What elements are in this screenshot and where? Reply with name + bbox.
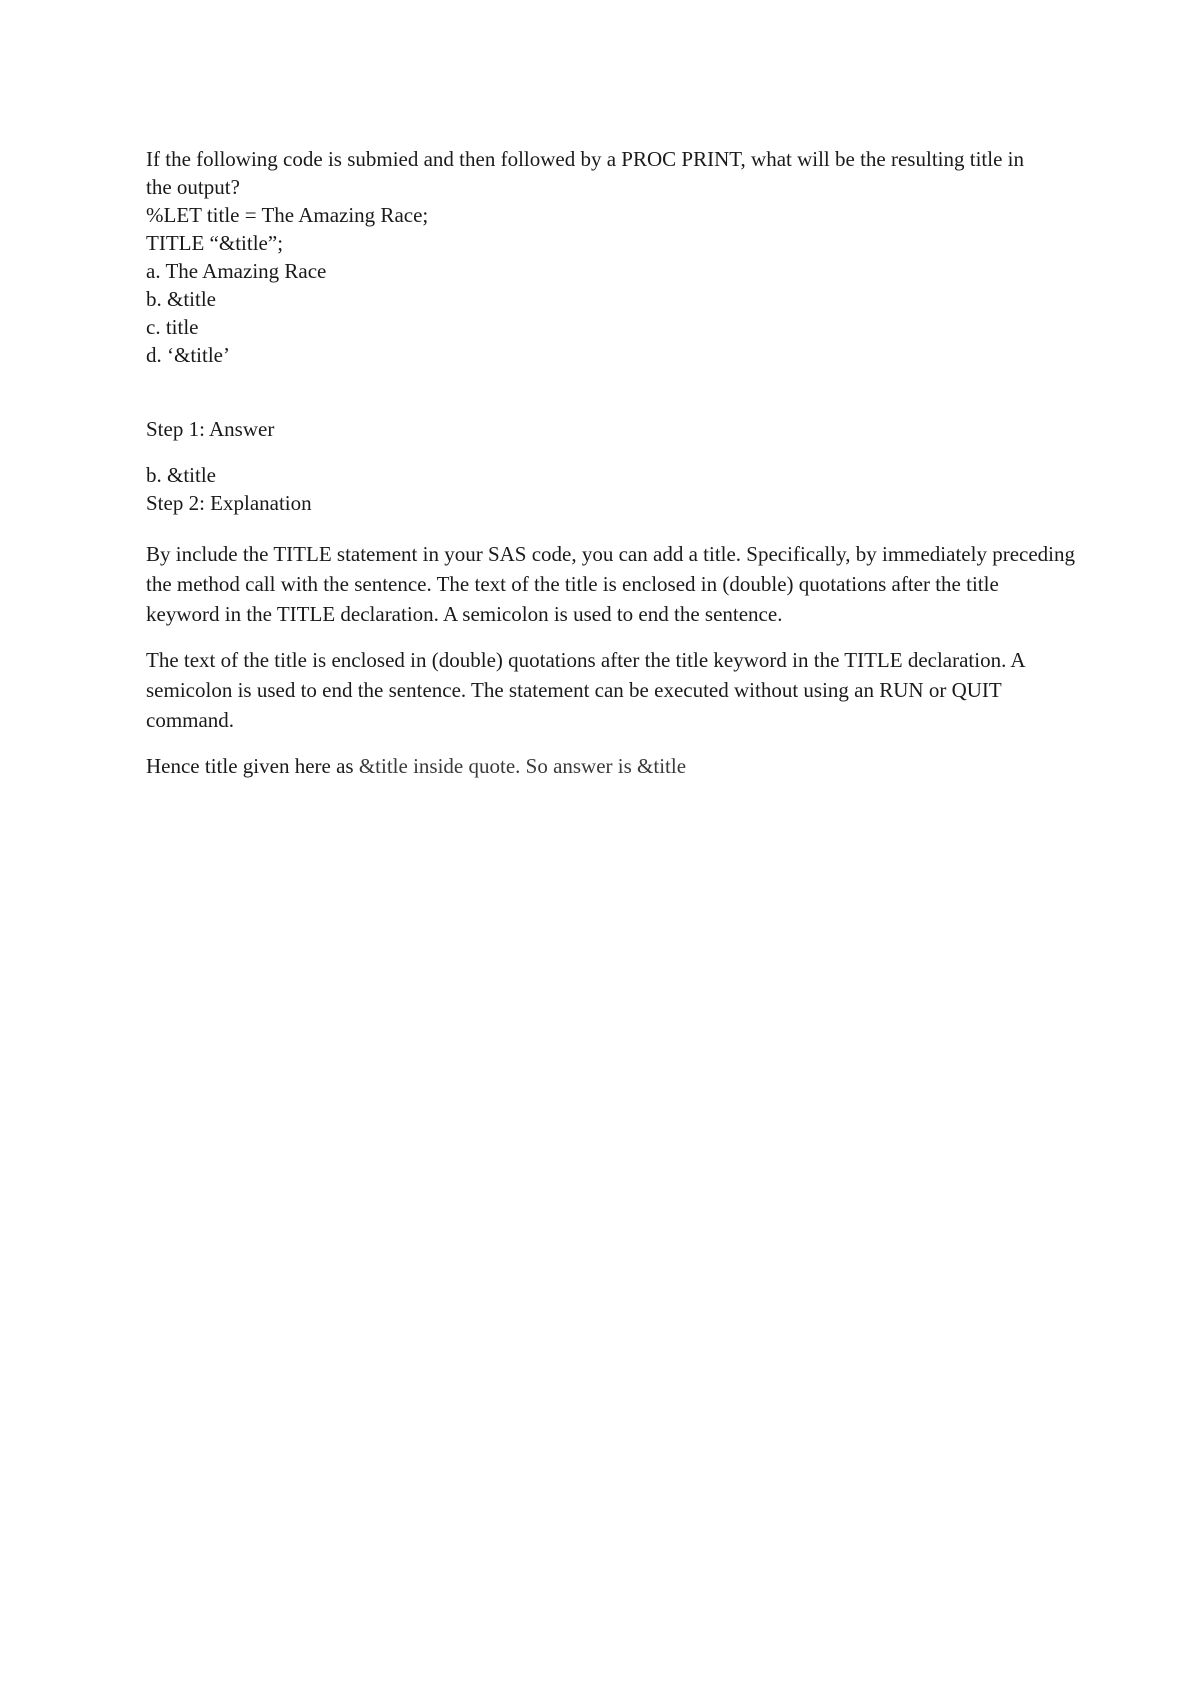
code-line-title: TITLE “&title”; xyxy=(146,231,284,255)
conclusion-suffix: &title inside quote. So answer is &title xyxy=(358,754,687,778)
step2-heading: Step 2: Explanation xyxy=(146,491,312,515)
question-prompt: If the following code is submied and then followed by a PROC PRINT, what will be the resulting title in the output? xyxy=(146,147,1024,199)
explanation-paragraph-2: The text of the title is enclosed in (double) quotations after the title keyword in the TITLE declaration. A semicolon is used to end the sentence. The statement can be executed without using an RUN or QUIT command. xyxy=(146,648,1025,732)
option-a: a. The Amazing Race xyxy=(146,259,327,283)
option-d: d. ‘&title’ xyxy=(146,343,230,367)
explanation-paragraph-1: By include the TITLE statement in your SAS code, you can add a title. Specifically, by immediately preceding the method call with the sentence. The text of the title is enclosed in (double) quotations after the title keyword in the TITLE declaration. A semicolon is used to end the sentence. xyxy=(146,542,1075,626)
step1-answer: b. &title xyxy=(146,463,216,487)
option-b: b. &title xyxy=(146,287,216,311)
conclusion-prefix: Hence title given here as xyxy=(146,754,359,778)
step1-heading: Step 1: Answer xyxy=(146,417,275,441)
option-c: c. title xyxy=(146,315,199,339)
document-page xyxy=(146,145,1076,781)
code-line-let: %LET title = The Amazing Race; xyxy=(146,203,429,227)
conclusion xyxy=(146,751,1076,781)
